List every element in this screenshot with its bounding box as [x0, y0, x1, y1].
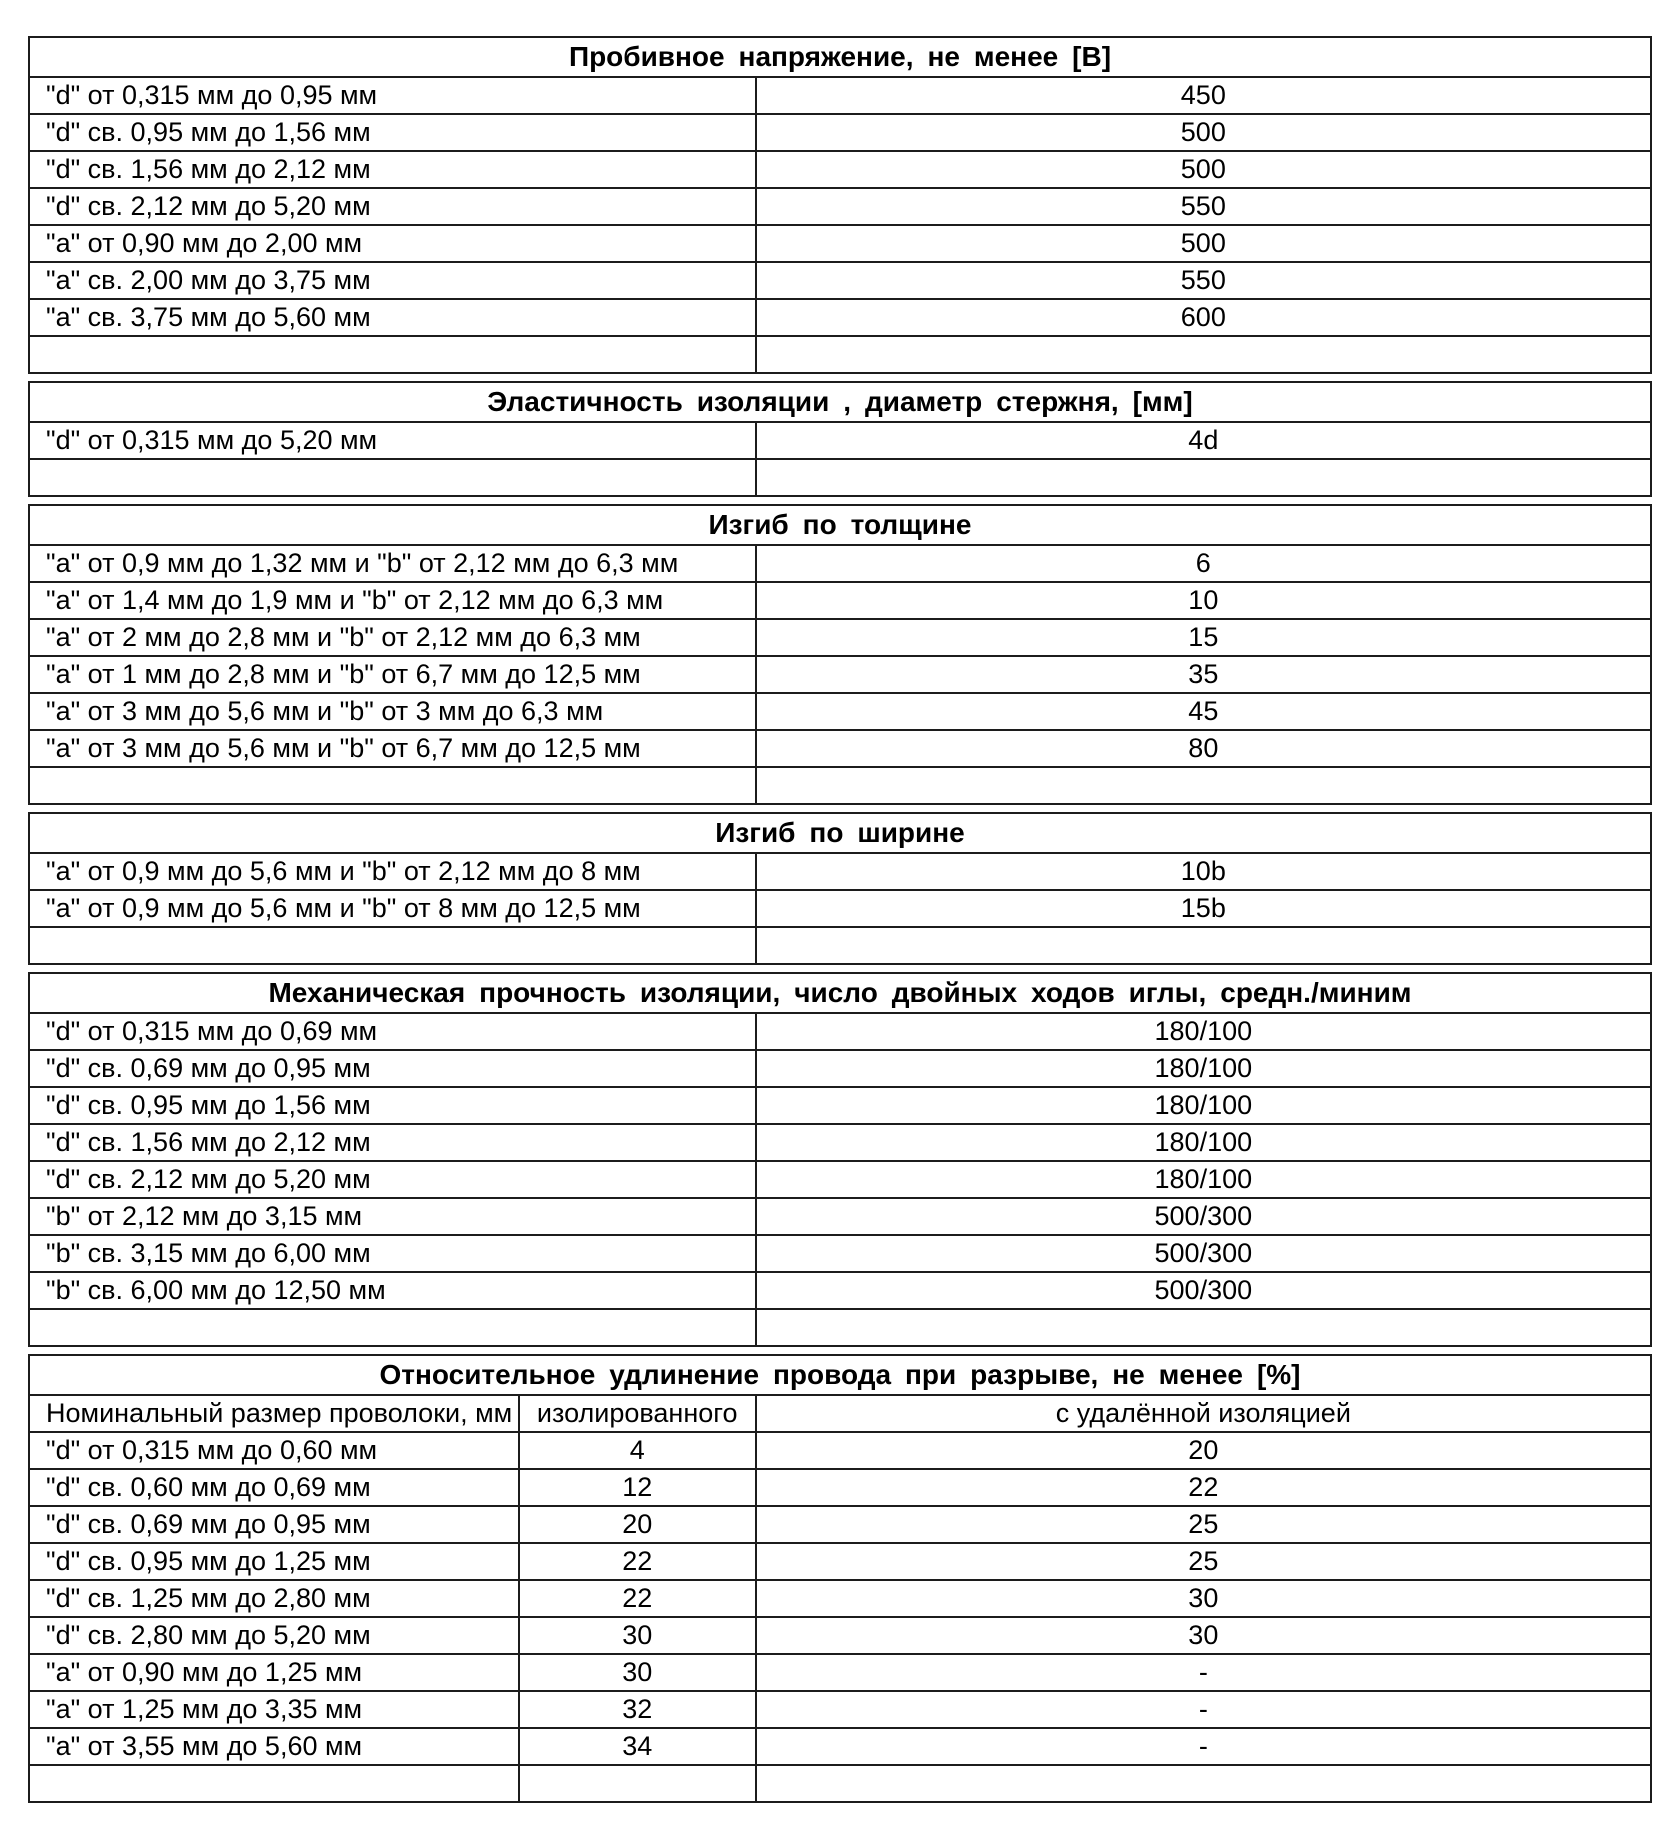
table-row — [29, 582, 1651, 619]
column-header: с удалённой изоляцией — [756, 1395, 1651, 1432]
empty-row — [29, 1765, 1651, 1802]
table-row — [29, 1087, 1651, 1124]
row-value: 30 — [519, 1654, 756, 1691]
row-value: 550 — [756, 262, 1651, 299]
row-value: 35 — [756, 656, 1651, 693]
empty-cell — [29, 459, 756, 496]
row-label: "a" от 0,9 мм до 5,6 мм и "b" от 8 мм до 12,5 мм — [29, 890, 756, 927]
empty-row — [29, 459, 1651, 496]
row-value: 12 — [519, 1469, 756, 1506]
section-mechanical-strength — [28, 972, 1652, 1347]
row-value: 180/100 — [756, 1013, 1651, 1050]
table-row — [29, 853, 1651, 890]
section-title: Относительное удлинение провода при разрыве, не менее [%] — [29, 1355, 1651, 1395]
row-value: 20 — [519, 1506, 756, 1543]
table-row — [29, 1728, 1651, 1765]
table-row — [29, 299, 1651, 336]
row-value: 15 — [756, 619, 1651, 656]
section-breakdown-voltage — [28, 36, 1652, 374]
row-value: 6 — [756, 545, 1651, 582]
section-title: Изгиб по ширине — [29, 813, 1651, 853]
column-header-row — [29, 1395, 1651, 1432]
row-label: "d" св. 0,69 мм до 0,95 мм — [29, 1050, 756, 1087]
table-row — [29, 1469, 1651, 1506]
row-value: 500 — [756, 114, 1651, 151]
row-value-2: 22 — [756, 1469, 1651, 1506]
empty-cell — [519, 1765, 756, 1802]
row-label: "d" от 0,315 мм до 0,95 мм — [29, 77, 756, 114]
table-row — [29, 1235, 1651, 1272]
section-title: Механическая прочность изоляции, число двойных ходов иглы, средн./миним — [29, 973, 1651, 1013]
table-row — [29, 1654, 1651, 1691]
row-label: "a" от 1,25 мм до 3,35 мм — [29, 1691, 519, 1728]
section-bend-by-thickness — [28, 504, 1652, 805]
row-value: 600 — [756, 299, 1651, 336]
section-insulation-elasticity — [28, 381, 1652, 497]
table-row — [29, 1272, 1651, 1309]
row-value-2: - — [756, 1691, 1651, 1728]
empty-cell — [29, 336, 756, 373]
row-value: 45 — [756, 693, 1651, 730]
row-label: "d" св. 1,56 мм до 2,12 мм — [29, 151, 756, 188]
table-row — [29, 1013, 1651, 1050]
empty-row — [29, 1309, 1651, 1346]
row-label: "a" св. 2,00 мм до 3,75 мм — [29, 262, 756, 299]
table-row — [29, 1691, 1651, 1728]
table-row — [29, 225, 1651, 262]
row-value: 500/300 — [756, 1272, 1651, 1309]
row-value-2: - — [756, 1654, 1651, 1691]
row-value: 180/100 — [756, 1161, 1651, 1198]
table-row — [29, 1124, 1651, 1161]
row-value-2: 20 — [756, 1432, 1651, 1469]
empty-row — [29, 767, 1651, 804]
row-value-2: 25 — [756, 1506, 1651, 1543]
row-label: "d" св. 2,80 мм до 5,20 мм — [29, 1617, 519, 1654]
table-row — [29, 890, 1651, 927]
empty-cell — [29, 1765, 519, 1802]
row-value-2: 25 — [756, 1543, 1651, 1580]
table-row — [29, 77, 1651, 114]
table-row — [29, 1198, 1651, 1235]
row-label: "a" от 0,9 мм до 5,6 мм и "b" от 2,12 мм до 8 мм — [29, 853, 756, 890]
empty-cell — [756, 1765, 1651, 1802]
row-label: "a" от 1,4 мм до 1,9 мм и "b" от 2,12 мм до 6,3 мм — [29, 582, 756, 619]
table-row — [29, 619, 1651, 656]
row-value: 500/300 — [756, 1198, 1651, 1235]
row-label: "a" от 1 мм до 2,8 мм и "b" от 6,7 мм до 12,5 мм — [29, 656, 756, 693]
table-row — [29, 1050, 1651, 1087]
row-label: "a" от 0,90 мм до 2,00 мм — [29, 225, 756, 262]
row-label: "d" св. 0,95 мм до 1,25 мм — [29, 1543, 519, 1580]
row-label: "d" от 0,315 мм до 0,60 мм — [29, 1432, 519, 1469]
row-label: "a" от 0,9 мм до 1,32 мм и "b" от 2,12 мм до 6,3 мм — [29, 545, 756, 582]
row-label: "d" св. 1,56 мм до 2,12 мм — [29, 1124, 756, 1161]
spec-tables — [28, 36, 1652, 1803]
empty-cell — [756, 767, 1651, 804]
row-value: 22 — [519, 1543, 756, 1580]
table-row — [29, 1580, 1651, 1617]
empty-cell — [29, 767, 756, 804]
table-row — [29, 422, 1651, 459]
row-value: 80 — [756, 730, 1651, 767]
row-value: 22 — [519, 1580, 756, 1617]
empty-row — [29, 336, 1651, 373]
table-row — [29, 1543, 1651, 1580]
empty-cell — [756, 336, 1651, 373]
row-value: 180/100 — [756, 1124, 1651, 1161]
row-value: 450 — [756, 77, 1651, 114]
row-label: "a" св. 3,75 мм до 5,60 мм — [29, 299, 756, 336]
row-label: "d" св. 2,12 мм до 5,20 мм — [29, 1161, 756, 1198]
row-value: 500 — [756, 225, 1651, 262]
row-value: 10b — [756, 853, 1651, 890]
row-label: "d" св. 0,69 мм до 0,95 мм — [29, 1506, 519, 1543]
row-label: "a" от 3 мм до 5,6 мм и "b" от 6,7 мм до 12,5 мм — [29, 730, 756, 767]
row-label: "d" св. 0,60 мм до 0,69 мм — [29, 1469, 519, 1506]
row-value: 15b — [756, 890, 1651, 927]
table-row — [29, 1161, 1651, 1198]
section-title: Изгиб по толщине — [29, 505, 1651, 545]
empty-row — [29, 927, 1651, 964]
section-title: Пробивное напряжение, не менее [В] — [29, 37, 1651, 77]
row-label: "a" от 0,90 мм до 1,25 мм — [29, 1654, 519, 1691]
table-row — [29, 545, 1651, 582]
row-label: "d" от 0,315 мм до 0,69 мм — [29, 1013, 756, 1050]
row-label: "a" от 2 мм до 2,8 мм и "b" от 2,12 мм до 6,3 мм — [29, 619, 756, 656]
table-row — [29, 151, 1651, 188]
row-value: 4 — [519, 1432, 756, 1469]
row-value-2: 30 — [756, 1617, 1651, 1654]
row-label: "d" св. 2,12 мм до 5,20 мм — [29, 188, 756, 225]
row-value: 34 — [519, 1728, 756, 1765]
row-value: 4d — [756, 422, 1651, 459]
table-row — [29, 188, 1651, 225]
row-value: 32 — [519, 1691, 756, 1728]
table-row — [29, 656, 1651, 693]
table-row — [29, 262, 1651, 299]
table-row — [29, 1617, 1651, 1654]
row-label: "d" св. 0,95 мм до 1,56 мм — [29, 114, 756, 151]
row-value: 30 — [519, 1617, 756, 1654]
row-value: 180/100 — [756, 1050, 1651, 1087]
empty-cell — [756, 1309, 1651, 1346]
empty-cell — [29, 1309, 756, 1346]
empty-cell — [756, 459, 1651, 496]
row-label: "d" св. 1,25 мм до 2,80 мм — [29, 1580, 519, 1617]
row-value-2: 30 — [756, 1580, 1651, 1617]
row-value-2: - — [756, 1728, 1651, 1765]
row-label: "d" св. 0,95 мм до 1,56 мм — [29, 1087, 756, 1124]
row-label: "a" от 3 мм до 5,6 мм и "b" от 3 мм до 6,3 мм — [29, 693, 756, 730]
row-label: "b" от 2,12 мм до 3,15 мм — [29, 1198, 756, 1235]
row-value: 550 — [756, 188, 1651, 225]
row-label: "b" св. 6,00 мм до 12,50 мм — [29, 1272, 756, 1309]
table-row — [29, 730, 1651, 767]
row-value: 500/300 — [756, 1235, 1651, 1272]
empty-cell — [29, 927, 756, 964]
row-value: 180/100 — [756, 1087, 1651, 1124]
row-value: 500 — [756, 151, 1651, 188]
column-header: изолированного — [519, 1395, 756, 1432]
row-value: 10 — [756, 582, 1651, 619]
table-row — [29, 693, 1651, 730]
row-label: "d" от 0,315 мм до 5,20 мм — [29, 422, 756, 459]
row-label: "a" от 3,55 мм до 5,60 мм — [29, 1728, 519, 1765]
empty-cell — [756, 927, 1651, 964]
section-title: Эластичность изоляции , диаметр стержня, [мм] — [29, 382, 1651, 422]
section-relative-elongation — [28, 1354, 1652, 1803]
table-row — [29, 1506, 1651, 1543]
column-header: Номинальный размер проволоки, мм — [29, 1395, 519, 1432]
table-row — [29, 1432, 1651, 1469]
section-bend-by-width — [28, 812, 1652, 965]
table-row — [29, 114, 1651, 151]
row-label: "b" св. 3,15 мм до 6,00 мм — [29, 1235, 756, 1272]
